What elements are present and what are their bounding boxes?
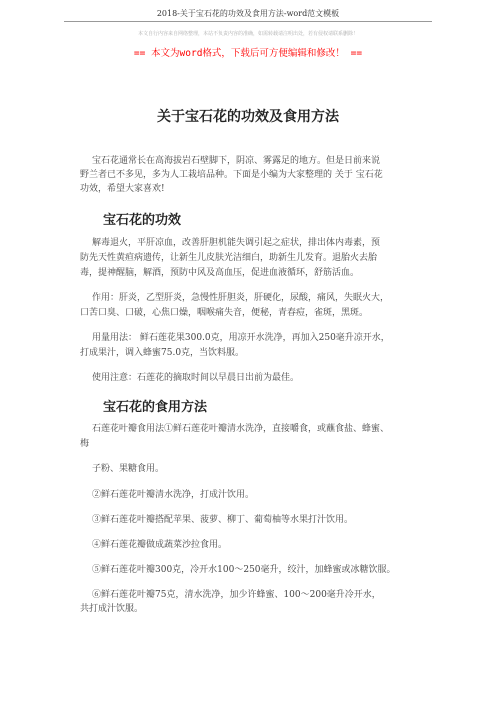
effects-p1-line-3: 毒，提神醒脑，解酒，预防中风及高血压，促进血液循环，舒筋活血。 — [80, 268, 360, 278]
word-format-notice: == 本文为word格式，下载后可方便编辑和修改！ == — [133, 48, 363, 59]
document-header-title: 2018-关于宝石花的功效及食用方法-word范文模板 — [156, 9, 340, 18]
usage-p1-line-2: 梅 — [80, 439, 90, 449]
section-heading-effects: 宝石花的功效 — [103, 213, 182, 228]
effects-p4: 使用注意：石莲花的摘取时间以早晨日出前为最佳。 — [92, 373, 300, 383]
intro-line-2: 野兰者已不多见，多为人工栽培品种。下面是小编为大家整理的 关于 宝石花 — [80, 170, 383, 180]
section-heading-usage: 宝石花的食用方法 — [103, 400, 208, 415]
effects-p2-line-1: 作用：肝炎，乙型肝炎，急慢性肝胆炎，肝硬化，尿酸，痛风，失眠火大， — [92, 293, 390, 303]
usage-p4: ④鲜石莲花瓣做成蔬菜沙拉食用。 — [92, 540, 228, 550]
intro-line-3: 功效，希望大家喜欢! — [80, 184, 165, 194]
usage-p6-line-2: 共打成汁饮服。 — [80, 604, 144, 614]
usage-p1-line-3: 子粉、果糖食用。 — [92, 464, 165, 474]
usage-p5: ⑤鲜石莲花叶瓣300克，冷开水100～250毫升，绞汁，加蜂蜜或冰糖饮服。 — [92, 565, 396, 575]
intro-line-1: 宝石花通常长在高海拔岩石壁脚下，阴凉、雾露足的地方。但是日前来说 — [92, 156, 381, 166]
effects-p1-line-2: 防先天性黄疸病遗传，让新生儿皮肤光洁细白，助新生儿发育。退胎火去胎 — [80, 253, 378, 263]
header-disclaimer: 本文自行内容来自网络整理，本站不负责内容的准确，如需转载请注明出处，若有侵权请联系删除！ — [137, 31, 358, 37]
usage-p3: ③鲜石莲花叶瓣搭配苹果、菠萝、柳丁、葡萄柚等水果打汁饮用。 — [92, 515, 354, 525]
header-divider — [64, 21, 432, 22]
effects-p3-line-2: 打成果汁，调入蜂蜜75.0克，当饮料服。 — [80, 348, 245, 358]
effects-p2-line-2: 口苦口臭、口破，心焦口燥，咽喉痛失音，便秘，青春痘，雀斑，黑斑。 — [80, 308, 369, 318]
effects-p1-line-1: 解毒退火，平肝凉血，改善肝胆机能失调引起之症状，排出体内毒素，预 — [92, 238, 381, 248]
page-title: 关于宝石花的功效及食用方法 — [157, 109, 339, 125]
usage-p6-line-1: ⑥鲜石莲花叶瓣75克，清水洗净，加少许蜂蜜、100～200毫升冷开水， — [92, 590, 381, 600]
effects-p3-line-1: 用量用法： 鲜石莲花果300.0克，用凉开水洗净，再加入250毫升凉开水， — [92, 333, 390, 343]
usage-p2: ②鲜石莲花叶瓣清水洗净，打成汁饮用。 — [92, 490, 255, 500]
usage-p1-line-1: 石莲花叶瓣食用法①鲜石莲花叶瓣清水洗净，直接嚼食，或蘸食盐、蜂蜜、 — [92, 424, 390, 434]
